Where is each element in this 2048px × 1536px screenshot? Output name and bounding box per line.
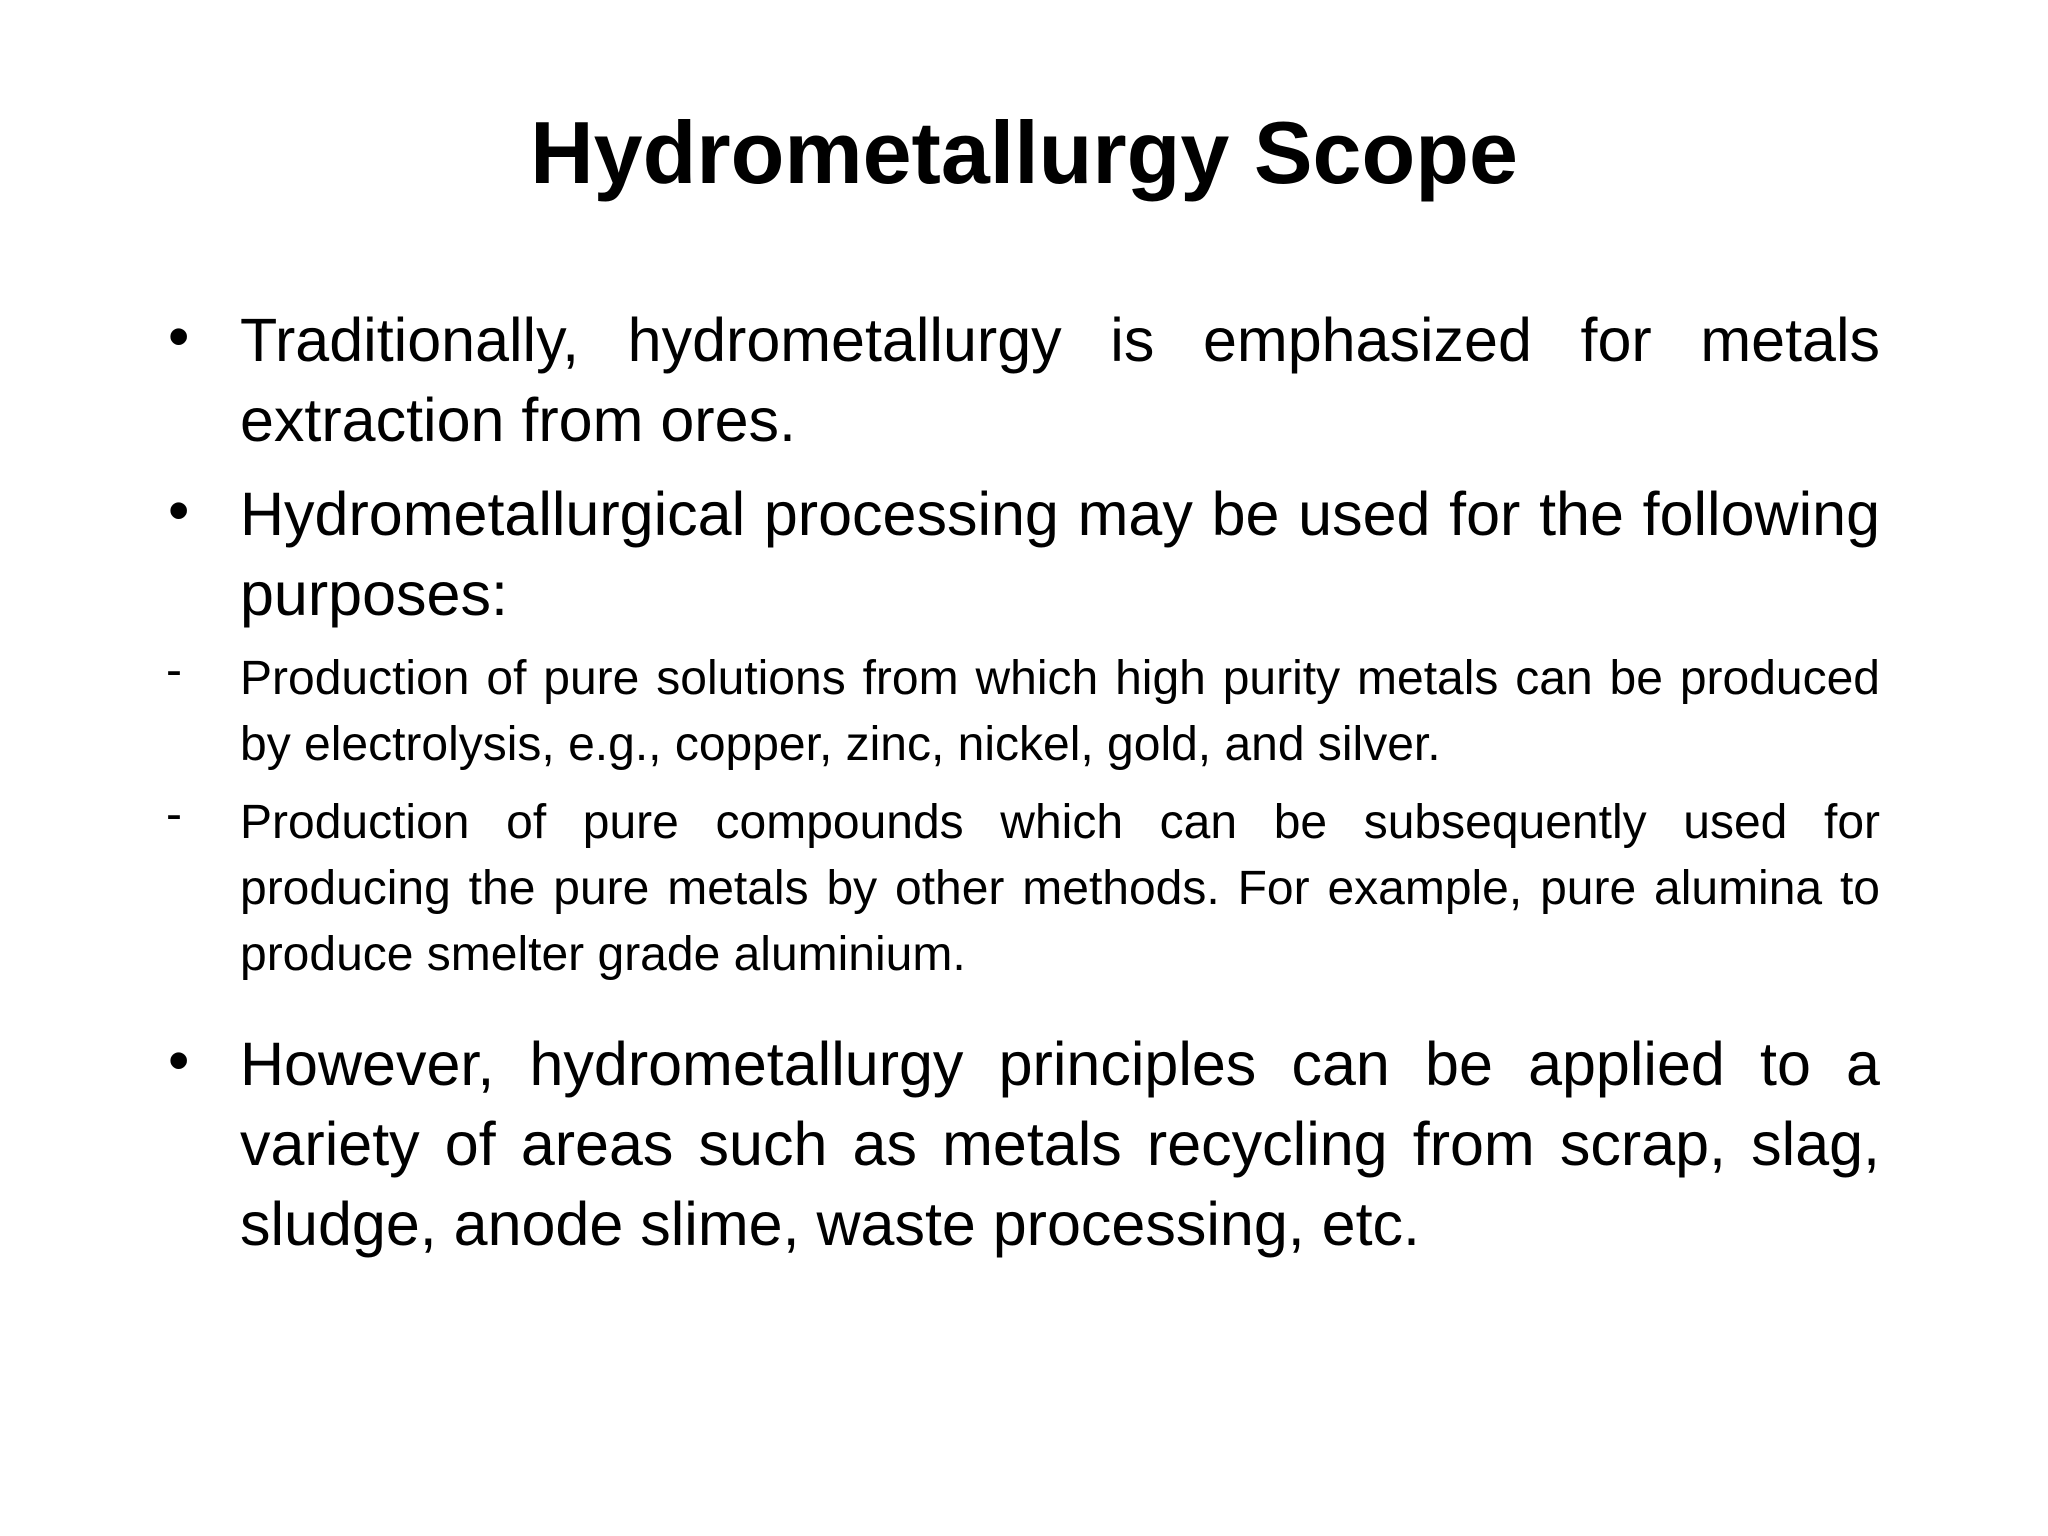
bullet-icon: •: [168, 302, 190, 370]
bullet-item: [160, 300, 1880, 460]
sub-item-text: Production of pure solutions from which high purity metals can be produced by electrolysis, e.g., copper, zinc, nickel, gold, and silver.: [240, 652, 1880, 771]
dash-icon: -: [166, 788, 182, 841]
dash-icon: -: [166, 644, 182, 697]
bullet-text: However, hydrometallurgy principles can be applied to a variety of areas such as metals recycling from scrap, slag, sludge, anode slime, waste processing, etc.: [240, 1030, 1880, 1258]
slide-title: Hydrometallurgy Scope: [530, 103, 1518, 202]
slide-content: [160, 300, 1880, 1264]
bullet-text: Hydrometallurgical processing may be used for the following purposes:: [240, 480, 1880, 628]
bullet-icon: •: [168, 476, 190, 544]
sub-item-text: Production of pure compounds which can be subsequently used for producing the pure metals by other methods. For example, pure alumina to produce smelter grade aluminium.: [240, 796, 1880, 981]
bullet-icon: •: [168, 1026, 190, 1094]
bullet-item: [160, 1024, 1880, 1264]
sub-item: [160, 646, 1880, 778]
bullet-text: Traditionally, hydrometallurgy is emphasized for metals extraction from ores.: [240, 306, 1880, 454]
bullet-item: [160, 474, 1880, 634]
sub-item: [160, 790, 1880, 988]
